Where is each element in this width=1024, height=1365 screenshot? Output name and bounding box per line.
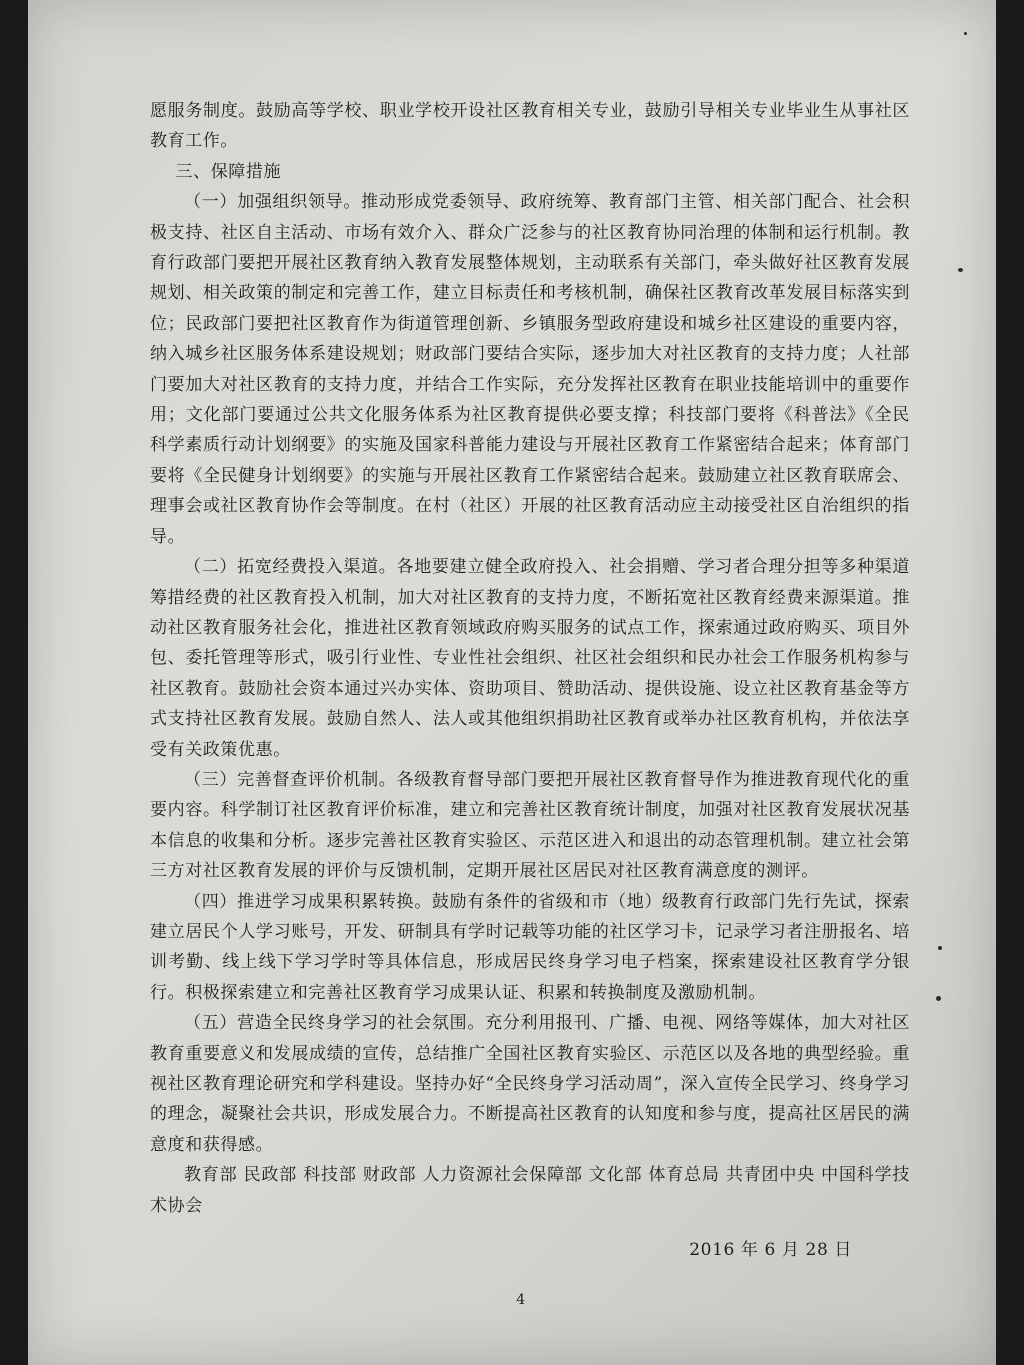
paragraph-funding: （二）拓宽经费投入渠道。各地要建立健全政府投入、社会捐赠、学习者合理分担等多种渠道筹措经费的社区教育投入机制，加大对社区教育的支持力度，不断拓宽社区教育经费来源渠道。推动社区教育服务社会化，推进社区教育领域政府购买服务的试点工作，探索通过政府购买、项目外包、委托管理等形式，吸引行业性、专业性社会组织、社区社会组织和民办社会工作服务机构参与社区教育。鼓励社会资本通过兴办实体、资助项目、赞助活动、提供设施、设立社区教育基金等方式支持社区教育发展。鼓励自然人、法人或其他组织捐助社区教育或举办社区教育机构，并依法享受有关政策优惠。 — [150, 557, 910, 760]
issuing-departments: 教育部 民政部 科技部 财政部 人力资源社会保障部 文化部 体育总局 共青团中央 中国科学技术协会 — [150, 1165, 910, 1216]
paragraph-atmosphere: （五）营造全民终身学习的社会氛围。充分利用报刊、广播、电视、网络等媒体，加大对社区教育重要意义和发展成绩的宣传，总结推广全国社区教育实验区、示范区以及各地的典型经验。重视社区教育理论研究和学科建设。坚持办好“全民终身学习活动周”，深入宣传全民学习、终身学习的理念，凝聚社会共识，形成发展合力。不断提高社区教育的认知度和参与度，提高社区居民的满意度和获得感。 — [150, 1013, 910, 1155]
issue-date: 2016 年 6 月 28 日 — [689, 1240, 852, 1261]
ink-speck — [964, 32, 967, 35]
ink-speck — [958, 268, 963, 272]
paragraph-learning-credits: （四）推进学习成果积累转换。鼓励有条件的省级和市（地）级教育行政部门先行先试，探索建立居民个人学习账号，开发、研制具有学时记载等功能的社区学习卡，记录学习者注册报名、培训考勤、线上线下学习学时等具体信息，形成居民终身学习电子档案，探索建设社区教育学分银行。积极探索建立和完善社区教育学习成果认证、积累和转换制度及激励机制。 — [150, 891, 910, 1003]
paragraph-evaluation: （三）完善督查评价机制。各级教育督导部门要把开展社区教育督导作为推进教育现代化的重要内容。科学制订社区教育评价标准，建立和完善社区教育统计制度，加强对社区教育发展状况基本信息的收集和分析。逐步完善社区教育实验区、示范区进入和退出的动态管理机制。建立社会第三方对社区教育发展的评价与反馈机制，定期开展社区居民对社区教育满意度的测评。 — [150, 769, 910, 882]
ink-speck — [938, 946, 942, 950]
paragraph-intro: 愿服务制度。鼓励高等学校、职业学校开设社区教育相关专业，鼓励引导相关专业毕业生从事社区教育工作。 — [150, 101, 910, 152]
ink-speck — [936, 996, 941, 1001]
document-body — [150, 96, 910, 1316]
page-number: 4 — [516, 1292, 526, 1309]
section-heading: 三、保障措施 — [175, 161, 282, 182]
paragraph-organization: （一）加强组织领导。推动形成党委领导、政府统筹、教育部门主管、相关部门配合、社会积极支持、社区自主活动、市场有效介入、群众广泛参与的社区教育协同治理的体制和运行机制。教育行政部门要把开展社区教育纳入教育发展整体规划，主动联系有关部门，牵头做好社区教育发展规划、相关政策的制定和完善工作，建立目标责任和考核机制，确保社区教育改革发展目标落实到位；民政部门要把社区教育作为街道管理创新、乡镇服务型政府建设和城乡社区建设的重要内容，纳入城乡社区服务体系建设规划；财政部门要结合实际，逐步加大对社区教育的支持力度；人社部门要加大对社区教育的支持力度，并结合工作实际，充分发挥社区教育在职业技能培训中的重要作用；文化部门要通过公共文化服务体系为社区教育提供必要支撑；科技部门要将《科普法》《全民科学素质行动计划纲要》的实施及国家科普能力建设与开展社区教育工作紧密结合起来；体育部门要将《全民健身计划纲要》的实施与开展社区教育工作紧密结合起来。鼓励建立社区教育联席会、理事会或社区教育协作会等制度。在村（社区）开展的社区教育活动应主动接受社区自治组织的指导。 — [150, 192, 910, 547]
